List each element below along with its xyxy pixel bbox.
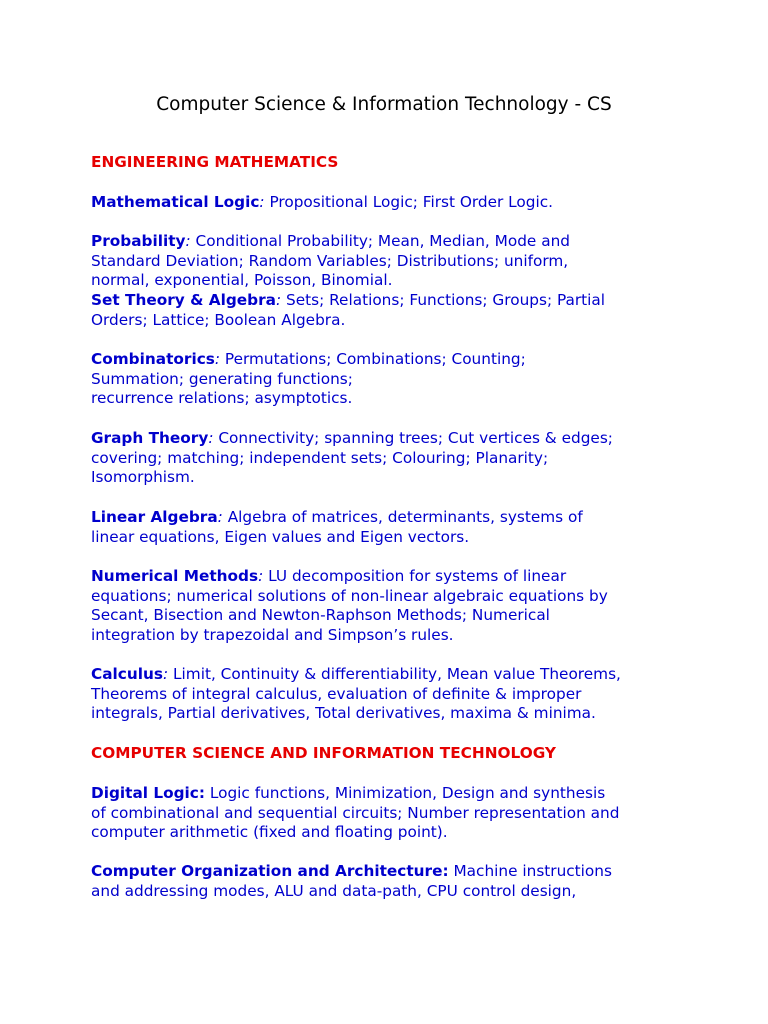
topic-title: Digital Logic:: [91, 784, 205, 802]
topic-text: Sets; Relations; Functions; Groups; Partial: [281, 291, 606, 309]
topic-calculus: Calculus: Limit, Continuity & differentiability, Mean value Theorems, Theorems of integral calculus, evaluation of definite & improper integrals, Partial derivatives, Total derivatives, maxima & minima.: [91, 665, 731, 724]
topic-text: equations; numerical solutions of non-linear algebraic equations by: [91, 586, 608, 605]
topic-text: Propositional Logic; First Order Logic.: [264, 193, 554, 211]
topic-title: Linear Algebra: [91, 508, 218, 526]
topic-text: Machine instructions: [448, 862, 612, 880]
topic-text: covering; matching; independent sets; Colouring; Planarity;: [91, 448, 549, 467]
topic-text: Limit, Continuity & differentiability, Mean value Theorems,: [168, 665, 621, 683]
topic-text: integrals, Partial derivatives, Total derivatives, maxima & minima.: [91, 704, 596, 723]
topic-text: Conditional Probability; Mean, Median, Mode and: [190, 232, 570, 250]
topic-numerical-methods: Numerical Methods: LU decomposition for systems of linear equations; numerical solutions of non-linear algebraic equations by Secant, Bisection and Newton-Raphson Methods; Numerical integration by trapezoidal and Simpson’s rules.: [91, 567, 731, 645]
topic-text: Logic functions, Minimization, Design and synthesis: [204, 784, 606, 802]
topic-combinatorics: Combinatorics: Permutations; Combinations; Counting; Summation; generating functions; recurrence relations; asymptotics.: [91, 350, 731, 409]
topic-text: Standard Deviation; Random Variables; Distributions; uniform,: [91, 251, 569, 270]
topic-title: Graph Theory: [91, 429, 209, 447]
topic-probability: Probability: Conditional Probability; Mean, Median, Mode and Standard Deviation; Random Variables; Distributions; uniform, normal, exponential, Poisson, Binomial.: [91, 232, 731, 291]
topic-text: and addressing modes, ALU and data-path, CPU control design,: [91, 881, 577, 900]
topic-title: Combinatorics: [91, 350, 215, 368]
section-heading: ENGINEERING MATHEMATICS: [91, 153, 339, 171]
topic-text: linear equations, Eigen values and Eigen vectors.: [91, 527, 470, 546]
topic-title: Probability: [91, 232, 186, 250]
topic-text: Orders; Lattice; Boolean Algebra.: [91, 310, 346, 329]
topic-title: Calculus: [91, 665, 163, 683]
topic-text: Connectivity; spanning trees; Cut vertices & edges;: [213, 429, 613, 447]
topic-set-theory-algebra: Set Theory & Algebra: Sets; Relations; Functions; Groups; Partial Orders; Lattice; Boolean Algebra.: [91, 291, 731, 330]
topic-text: of combinational and sequential circuits; Number representation and: [91, 803, 620, 822]
topic-text: Permutations; Combinations; Counting;: [220, 350, 526, 368]
section-heading: COMPUTER SCIENCE AND INFORMATION TECHNOLOGY: [91, 744, 557, 762]
topic-text: normal, exponential, Poisson, Binomial.: [91, 271, 393, 290]
topic-text: Isomorphism.: [91, 468, 195, 487]
topic-linear-algebra: Linear Algebra: Algebra of matrices, determinants, systems of linear equations, Eigen values and Eigen vectors.: [91, 508, 731, 547]
topic-text: Secant, Bisection and Newton-Raphson Methods; Numerical: [91, 606, 550, 625]
topic-text: integration by trapezoidal and Simpson’s rules.: [91, 625, 454, 644]
page-title: Computer Science & Information Technology - CS: [156, 94, 612, 115]
topic-title: Numerical Methods: [91, 567, 259, 585]
topic-text: recurrence relations; asymptotics.: [91, 389, 353, 408]
topic-title: Set Theory & Algebra: [91, 291, 276, 309]
topic-text: LU decomposition for systems of linear: [263, 567, 567, 585]
topic-title: Mathematical Logic: [91, 193, 260, 211]
topic-text: Theorems of integral calculus, evaluation of definite & improper: [91, 684, 582, 703]
topic-mathematical-logic: Mathematical Logic: Propositional Logic; First Order Logic.: [91, 193, 554, 211]
topic-text: Algebra of matrices, determinants, systems of: [222, 508, 583, 526]
topic-text: Summation; generating functions;: [91, 369, 353, 388]
topic-computer-organization: [91, 862, 731, 901]
topic-digital-logic: [91, 784, 731, 843]
topic-graph-theory: Graph Theory: Connectivity; spanning trees; Cut vertices & edges; covering; matching; independent sets; Colouring; Planarity; Isomorphism.: [91, 429, 731, 488]
topic-title: Computer Organization and Architecture:: [91, 862, 449, 880]
topic-text: computer arithmetic (fixed and floating point).: [91, 823, 448, 842]
